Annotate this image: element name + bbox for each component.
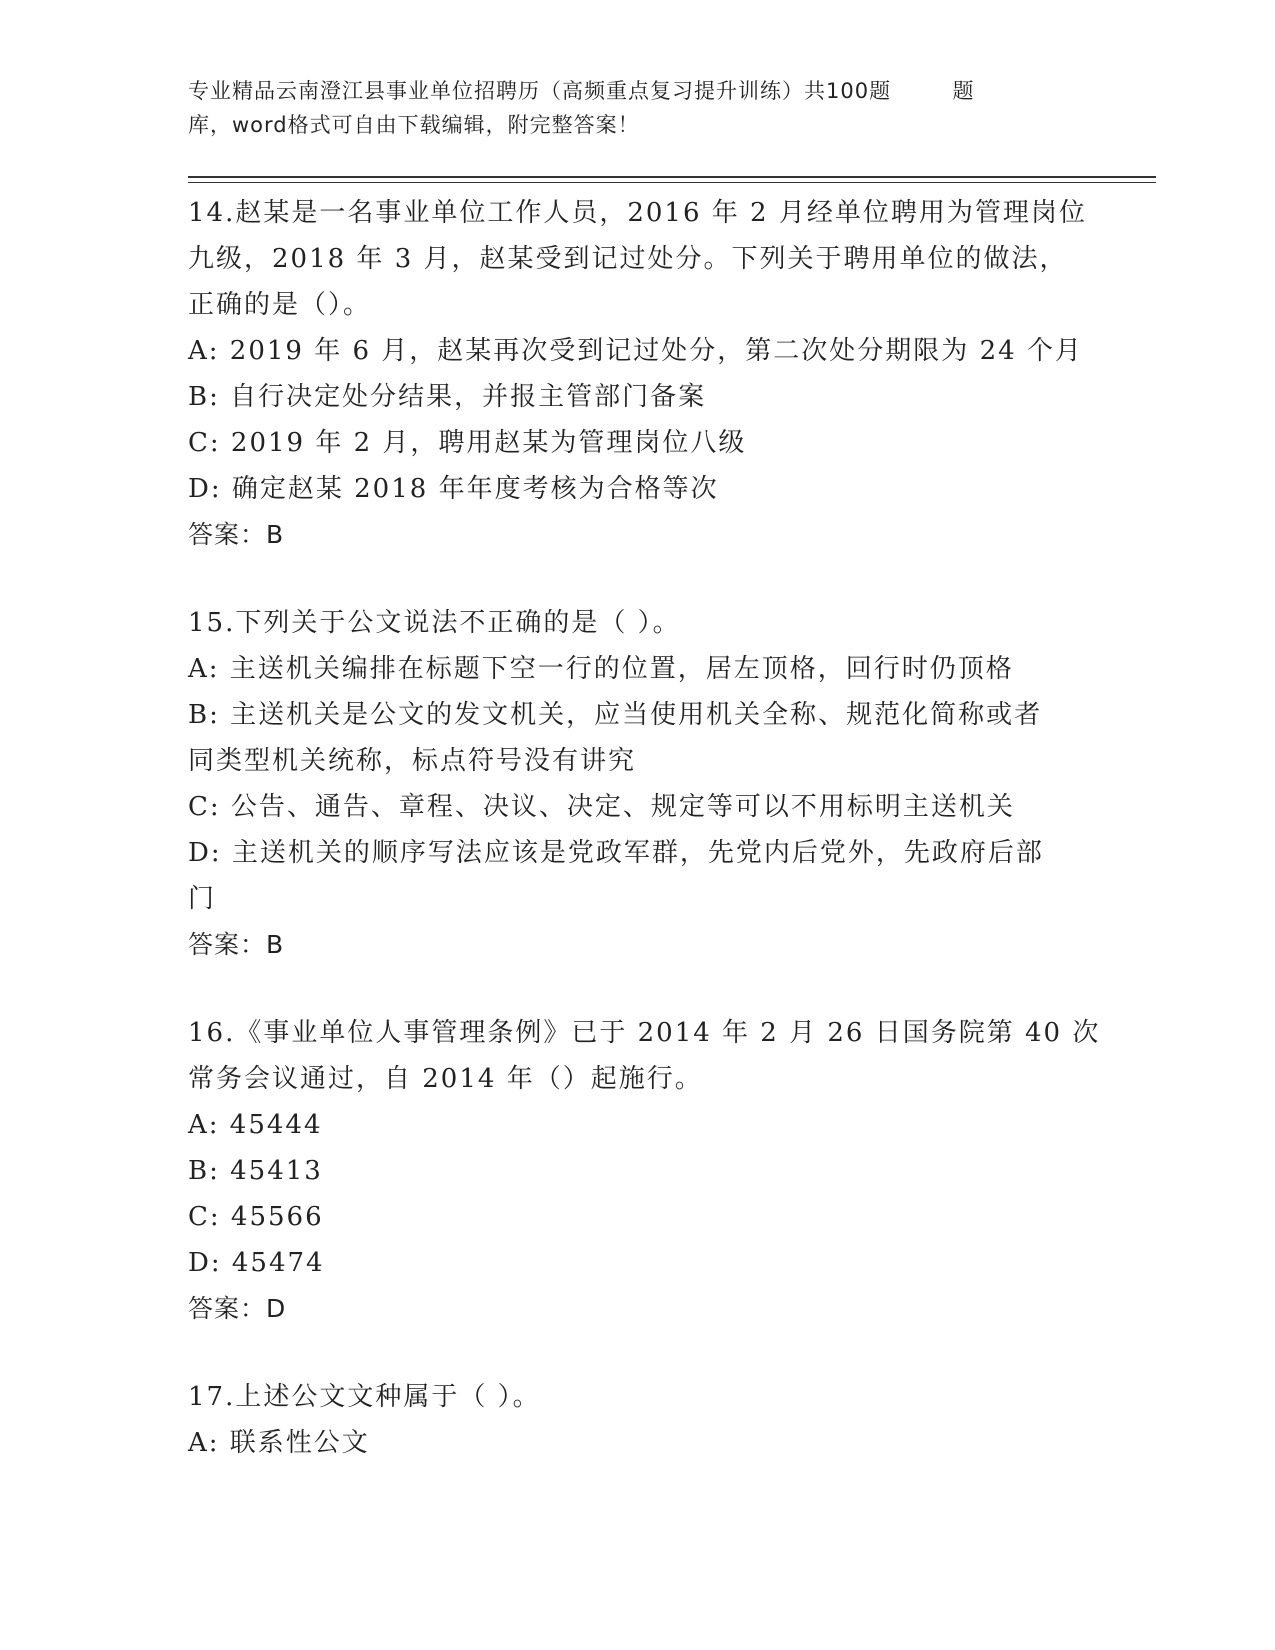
option-a: A: 45444 [188, 1110, 323, 1140]
option-d: D: 主送机关的顺序写法应该是党政军群，先党内后党外，先政府后部 [188, 838, 1044, 868]
question-stem-line: 九级，2018 年 3 月，赵某受到记过处分。下列关于聘用单位的做法， [188, 244, 1068, 274]
question-stem-line: 正确的是（）。 [188, 290, 372, 320]
option-c: C: 2019 年 2 月，聘用赵某为管理岗位八级 [188, 428, 747, 458]
question-14 [188, 190, 1088, 558]
question-16 [188, 1010, 1101, 1332]
question-17 [188, 1374, 1088, 1466]
option-d: D: 45474 [188, 1248, 325, 1278]
option-d: D: 确定赵某 2018 年年度考核为合格等次 [188, 474, 719, 504]
answer: 答案：B [188, 930, 285, 959]
option-b-continued: 同类型机关统称，标点符号没有讲究 [188, 746, 637, 776]
option-b: B: 主送机关是公文的发文机关，应当使用机关全称、规范化简称或者 [188, 700, 1043, 730]
option-a: A: 2019 年 6 月，赵某再次受到记过处分，第二次处分期限为 24 个月 [188, 336, 1083, 366]
option-b: B: 自行决定处分结果，并报主管部门备案 [188, 382, 707, 412]
header-rule-thick [188, 176, 1156, 178]
option-d-continued: 门 [188, 884, 217, 914]
answer: 答案：B [188, 520, 285, 549]
option-c: C: 45566 [188, 1202, 324, 1232]
question-15 [188, 600, 1088, 968]
answer: 答案：D [188, 1294, 287, 1323]
question-stem-line: 15.下列关于公文说法不正确的是（ ）。 [188, 608, 681, 638]
option-a: A: 联系性公文 [188, 1428, 370, 1458]
option-c: C: 公告、通告、章程、决议、决定、规定等可以不用标明主送机关 [188, 792, 1015, 822]
header-line: 库，word格式可自由下载编辑，附完整答案！ [188, 113, 640, 137]
question-stem-line: 16.《事业单位人事管理条例》已于 2014 年 2 月 26 日国务院第 40 次 [188, 1018, 1101, 1048]
question-list [188, 190, 1101, 1508]
question-stem-line: 常务会议通过，自 2014 年（）起施行。 [188, 1064, 703, 1094]
header-line: 专业精品云南澄江县事业单位招聘历（高频重点复习提升训练）共100题 题 [188, 79, 975, 103]
question-stem-line: 17.上述公文文种属于（ ）。 [188, 1382, 541, 1412]
header-rule-thin [188, 182, 1156, 183]
option-a: A: 主送机关编排在标题下空一行的位置，居左顶格，回行时仍顶格 [188, 654, 1014, 684]
option-b: B: 45413 [188, 1156, 323, 1186]
question-stem-line: 14.赵某是一名事业单位工作人员，2016 年 2 月经单位聘用为管理岗位 [188, 198, 1087, 228]
document-header [188, 74, 1088, 142]
